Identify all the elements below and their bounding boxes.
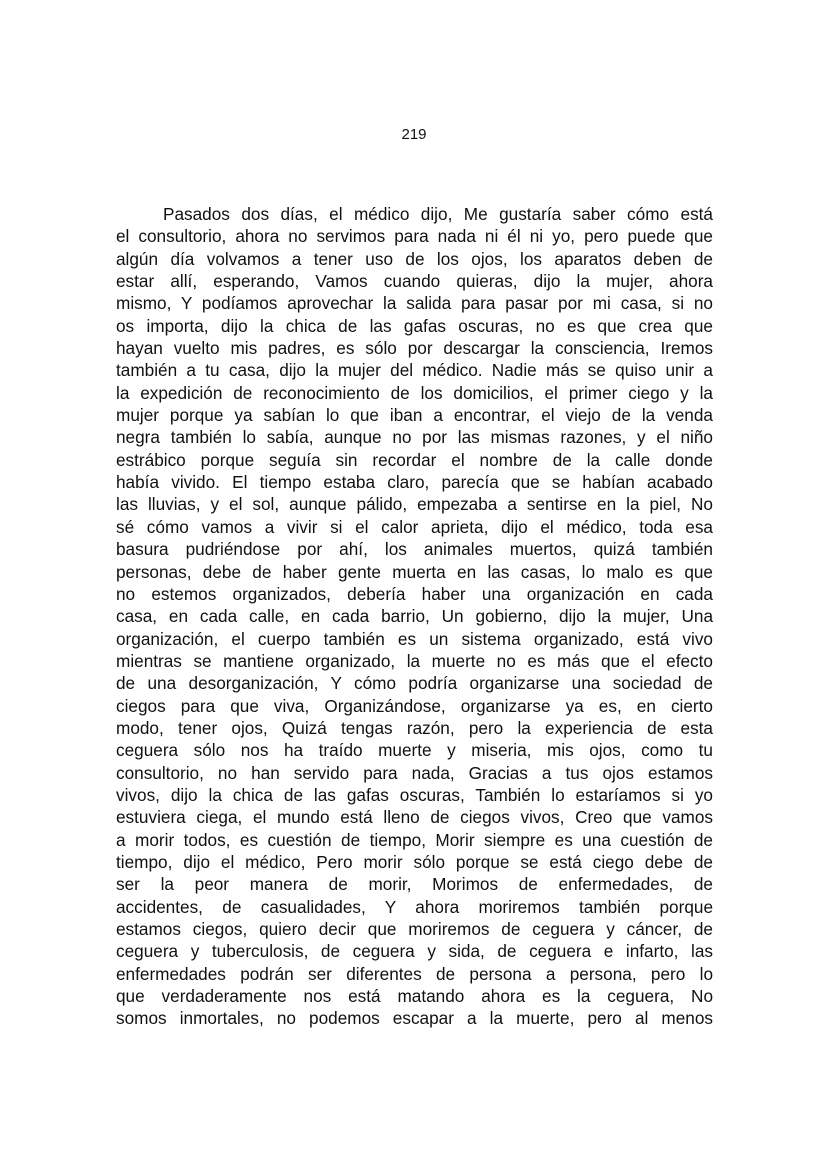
text-line: consultorio, no han servido para nada, Gracias a tus ojos estamos bbox=[116, 762, 713, 783]
text-line: enfermedades podrán ser diferentes de persona a persona, pero lo bbox=[116, 963, 713, 984]
text-line: Pasados dos días, el médico dijo, Me gustaría saber cómo está bbox=[163, 204, 713, 224]
text-line: estuviera ciega, el mundo está lleno de ciegos vivos, Creo que vamos bbox=[116, 807, 713, 828]
body-paragraph bbox=[116, 203, 713, 1030]
text-line: ciegos para que viva, Organizándose, organizarse ya es, en cierto bbox=[116, 695, 713, 716]
text-line: ser la peor manera de morir, Morimos de enfermedades, de bbox=[116, 874, 713, 895]
text-line: mujer porque ya sabían lo que iban a encontrar, el viejo de la venda bbox=[116, 405, 713, 426]
text-line: mientras se mantiene organizado, la muerte no es más que el efecto bbox=[116, 650, 713, 671]
text-line: también a tu casa, dijo la mujer del médico. Nadie más se quiso unir a bbox=[116, 360, 713, 381]
text-line: tiempo, dijo el médico, Pero morir sólo porque se está ciego debe de bbox=[116, 851, 713, 872]
text-line: a morir todos, es cuestión de tiempo, Morir siempre es una cuestión de bbox=[116, 829, 713, 850]
text-line: negra también lo sabía, aunque no por las mismas razones, y el niño bbox=[116, 427, 713, 448]
text-line: estar allí, esperando, Vamos cuando quieras, dijo la mujer, ahora bbox=[116, 271, 713, 292]
text-line: ceguera y tuberculosis, de ceguera y sida, de ceguera e infarto, las bbox=[116, 941, 713, 962]
text-line: sé cómo vamos a vivir si el calor aprieta, dijo el médico, toda esa bbox=[116, 516, 713, 537]
text-line: os importa, dijo la chica de las gafas oscuras, no es que crea que bbox=[116, 315, 713, 336]
text-line: hayan vuelto mis padres, es sólo por descargar la consciencia, Iremos bbox=[116, 338, 713, 359]
text-line: modo, tener ojos, Quizá tengas razón, pero la experiencia de esta bbox=[116, 717, 713, 738]
text-line: la expedición de reconocimiento de los domicilios, el primer ciego y la bbox=[116, 382, 713, 403]
text-line: estrábico porque seguía sin recordar el nombre de la calle donde bbox=[116, 449, 713, 470]
text-line: las lluvias, y el sol, aunque pálido, empezaba a sentirse en la piel, No bbox=[116, 494, 713, 515]
text-line: somos inmortales, no podemos escapar a la muerte, pero al menos bbox=[116, 1008, 713, 1029]
text-line: accidentes, de casualidades, Y ahora moriremos también porque bbox=[116, 896, 713, 917]
text-line: basura pudriéndose por ahí, los animales muertos, quizá también bbox=[116, 539, 713, 560]
text-line: ceguera sólo nos ha traído muerte y miseria, mis ojos, como tu bbox=[116, 740, 713, 761]
page-number: 219 bbox=[401, 126, 427, 143]
text-line: personas, debe de haber gente muerta en las casas, lo malo es que bbox=[116, 561, 713, 582]
text-line: el consultorio, ahora no servimos para nada ni él ni yo, pero puede que bbox=[116, 226, 713, 247]
text-line: estamos ciegos, quiero decir que moriremos de ceguera y cáncer, de bbox=[116, 919, 713, 939]
text-line: algún día volvamos a tener uso de los ojos, los aparatos deben de bbox=[116, 248, 713, 269]
text-line: casa, en cada calle, en cada barrio, Un gobierno, dijo la mujer, Una bbox=[116, 606, 713, 627]
text-line: organización, el cuerpo también es un sistema organizado, está vivo bbox=[116, 628, 713, 649]
text-line: había vivido. El tiempo estaba claro, parecía que se habían acabado bbox=[116, 472, 713, 493]
text-line: mismo, Y podíamos aprovechar la salida para pasar por mi casa, si no bbox=[116, 293, 713, 314]
text-line: que verdaderamente nos está matando ahora es la ceguera, No bbox=[116, 986, 713, 1007]
text-line: de una desorganización, Y cómo podría organizarse una sociedad de bbox=[116, 673, 713, 694]
text-line: no estemos organizados, debería haber una organización en cada bbox=[116, 583, 713, 604]
text-line: vivos, dijo la chica de las gafas oscuras, También lo estaríamos si yo bbox=[116, 784, 713, 805]
